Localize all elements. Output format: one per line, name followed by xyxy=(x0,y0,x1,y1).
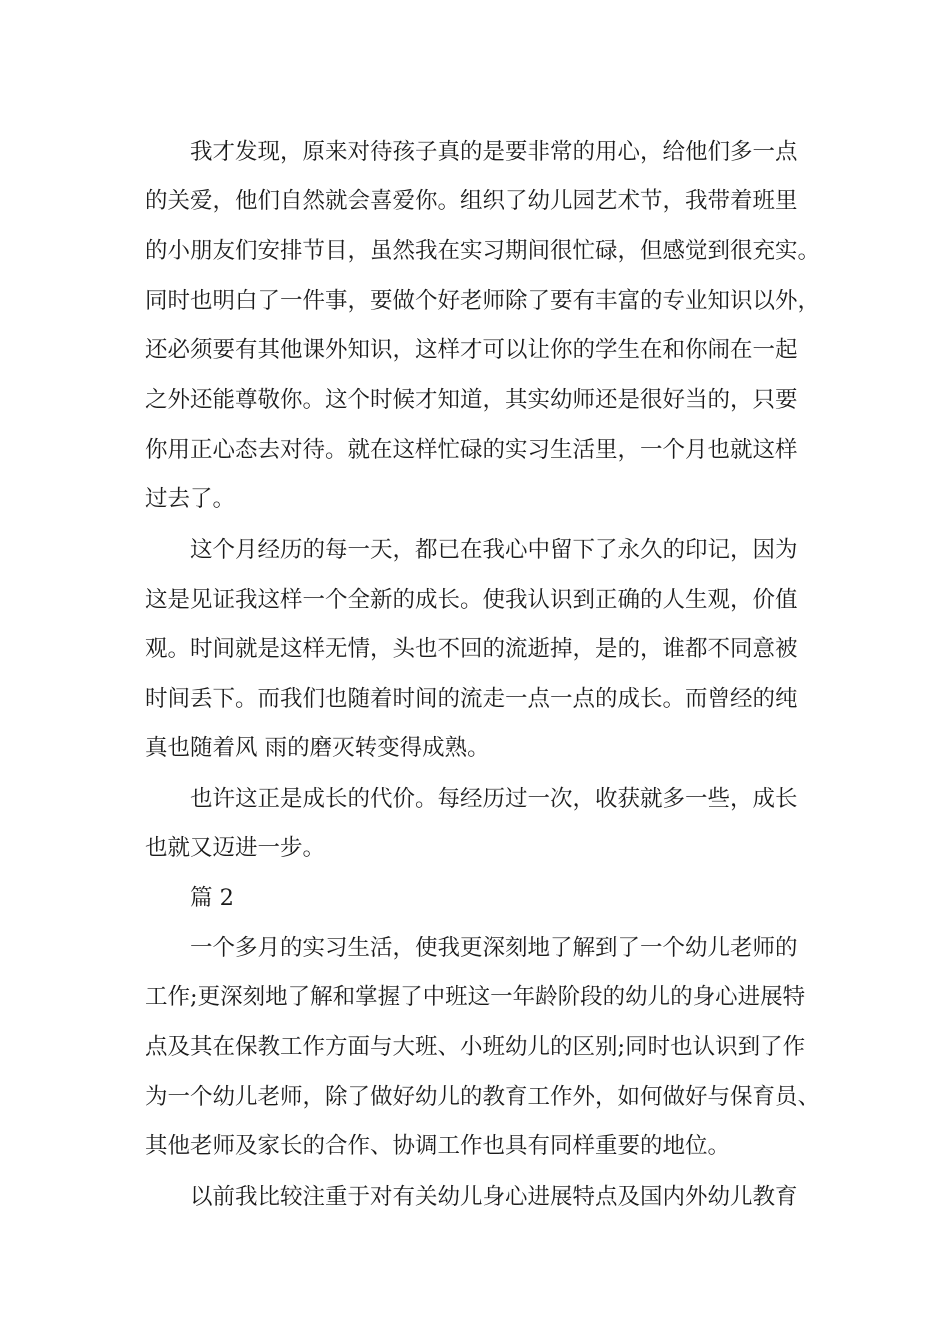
text-line: 也就又迈进一步。 xyxy=(145,835,326,861)
text-line: 一个多月的实习生活，使我更深刻地了解到了一个幼儿老师的 xyxy=(190,935,798,961)
text-line: 的关爱，他们自然就会喜爱你。组织了幼儿园艺术节，我带着班里 xyxy=(145,188,798,214)
text-line: 同时也明白了一件事，要做个好老师除了要有丰富的专业知识以外， xyxy=(145,288,821,314)
text-line: 你用正心态去对待。就在这样忙碌的实习生活里，一个月也就这样 xyxy=(145,437,798,463)
text-line: 点及其在保教工作方面与大班、小班幼儿的区别;同时也认识到了作 xyxy=(145,1034,806,1060)
text-line: 的小朋友们安排节目，虽然我在实习期间很忙碌，但感觉到很充实。 xyxy=(145,238,821,264)
text-line: 之外还能尊敬你。这个时候才知道，其实幼师还是很好当的，只要 xyxy=(145,387,798,413)
text-line: 这个月经历的每一天，都已在我心中留下了永久的印记，因为 xyxy=(190,537,798,563)
text-line: 也许这正是成长的代价。每经历过一次，收获就多一些，成长 xyxy=(190,786,798,812)
text-line: 为一个幼儿老师，除了做好幼儿的教育工作外，如何做好与保育员、 xyxy=(145,1084,821,1110)
text-line: 还必须要有其他课外知识，这样才可以让你的学生在和你闹在一起 xyxy=(145,337,798,363)
text-line: 过去了。 xyxy=(145,486,236,512)
text-line: 以前我比较注重于对有关幼儿身心进展特点及国内外幼儿教育 xyxy=(190,1184,798,1210)
text-line: 观。时间就是这样无情，头也不回的流逝掉，是的，谁都不同意被 xyxy=(145,636,798,662)
text-line: 这是见证我这样一个全新的成长。使我认识到正确的人生观，价值 xyxy=(145,587,798,613)
text-line: 其他老师及家长的合作、协调工作也具有同样重要的地位。 xyxy=(145,1133,731,1159)
text-line: 工作;更深刻地了解和掌握了中班这一年龄阶段的幼儿的身心进展特 xyxy=(145,984,806,1010)
text-line: 真也随着风 雨的磨灭转变得成熟。 xyxy=(145,735,490,761)
section-heading: 篇 2 xyxy=(190,885,234,911)
text-line: 时间丢下。而我们也随着时间的流走一点一点的成长。而曾经的纯 xyxy=(145,686,798,712)
text-line: 我才发现，原来对待孩子真的是要非常的用心，给他们多一点 xyxy=(190,139,798,165)
